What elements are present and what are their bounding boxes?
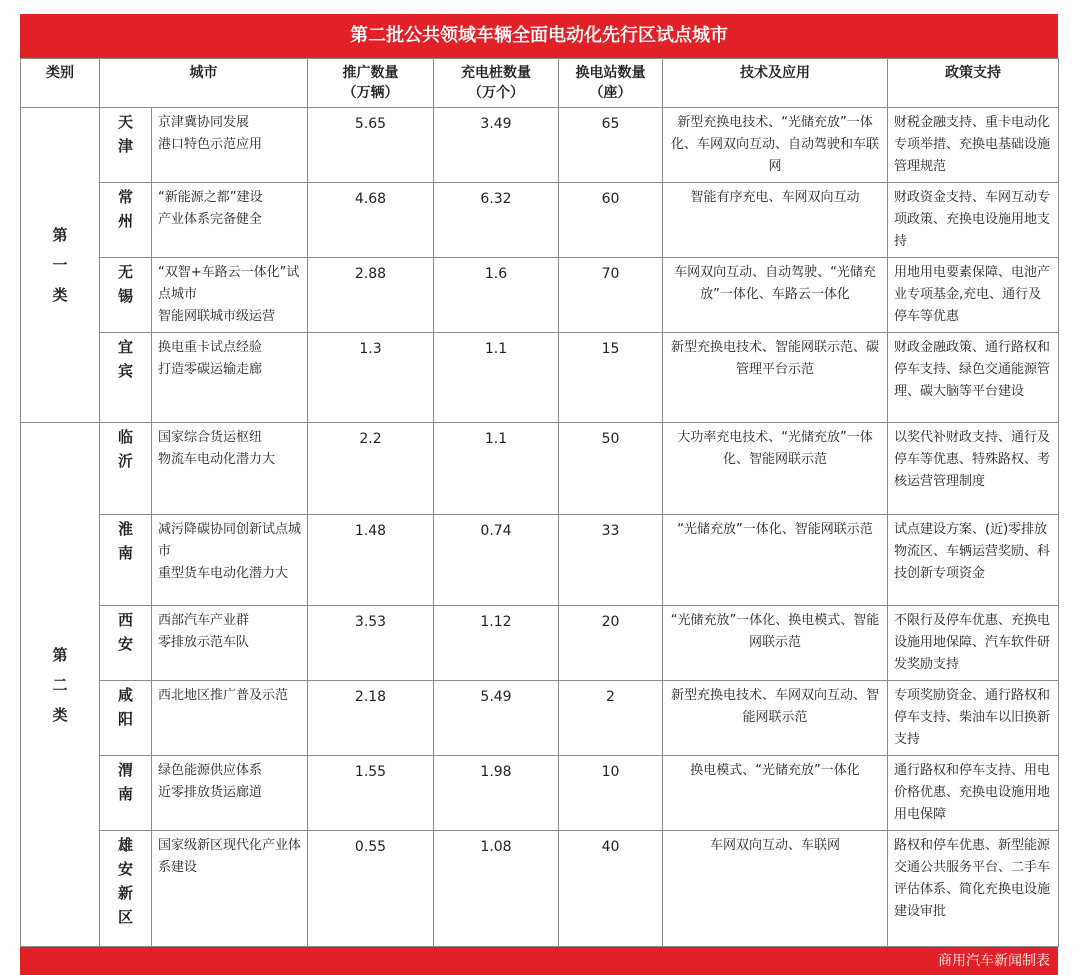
- header-charging: 充电桩数量 （万个）: [434, 59, 559, 108]
- city-description: “双智+车路云一体化”试点城市 智能网联城市级运营: [152, 258, 308, 333]
- policy-support: 不限行及停车优惠、充换电设施用地保障、汽车软件研发奖励支持: [888, 606, 1059, 681]
- table-row: [21, 606, 1059, 681]
- promotion-count: 2.18: [308, 681, 434, 756]
- header-tech: 技术及应用: [663, 59, 888, 108]
- promotion-count: 1.55: [308, 756, 434, 831]
- city-description: 西部汽车产业群 零排放示范车队: [152, 606, 308, 681]
- category-label: 第二类: [52, 645, 68, 724]
- city-description: 换电重卡试点经验 打造零碳运输走廊: [152, 333, 308, 423]
- swap-station-count: 15: [559, 333, 663, 423]
- table-row: [21, 756, 1059, 831]
- tech-application: “光储充放”一体化、换电模式、智能网联示范: [663, 606, 888, 681]
- charging-pile-count: 1.1: [434, 333, 559, 423]
- city-name: [100, 108, 152, 183]
- charging-pile-count: 1.08: [434, 831, 559, 947]
- city-name-text: 常州: [117, 188, 133, 230]
- table-row: [21, 423, 1059, 515]
- policy-support: 试点建设方案、(近)零排放物流区、车辆运营奖励、科技创新专项资金: [888, 515, 1059, 606]
- policy-support: 通行路权和停车支持、用电价格优惠、充换电设施用地用电保障: [888, 756, 1059, 831]
- policy-support: 财政金融政策、通行路权和停车支持、绿色交通能源管理、碳大脑等平台建设: [888, 333, 1059, 423]
- category-label: 第一类: [52, 226, 68, 304]
- category-second: [21, 423, 100, 947]
- category-first: [21, 108, 100, 423]
- charging-pile-count: 3.49: [434, 108, 559, 183]
- header-city: 城市: [100, 59, 308, 108]
- tech-application: 新型充换电技术、“光储充放”一体化、车网双向互动、自动驾驶和车联网: [663, 108, 888, 183]
- city-name-text: 西安: [117, 611, 133, 653]
- table-title: 第二批公共领域车辆全面电动化先行区试点城市: [20, 14, 1058, 58]
- city-name-text: 咸阳: [117, 686, 133, 728]
- table-container: [20, 14, 1058, 975]
- policy-support: 专项奖励资金、通行路权和停车支持、柴油车以旧换新支持: [888, 681, 1059, 756]
- swap-station-count: 20: [559, 606, 663, 681]
- policy-support: 以奖代补财政支持、通行及停车等优惠、特殊路权、考核运营管理制度: [888, 423, 1059, 515]
- policy-support: 用地用电要素保障、电池产业专项基金,充电、通行及停车等优惠: [888, 258, 1059, 333]
- city-name: [100, 423, 152, 515]
- promotion-count: 5.65: [308, 108, 434, 183]
- city-name: [100, 258, 152, 333]
- swap-station-count: 10: [559, 756, 663, 831]
- policy-support: 财税金融支持、重卡电动化专项举措、充换电基础设施管理规范: [888, 108, 1059, 183]
- promotion-count: 4.68: [308, 183, 434, 258]
- city-name: [100, 515, 152, 606]
- charging-pile-count: 0.74: [434, 515, 559, 606]
- table-footer-credit: 商用汽车新闻制表: [20, 947, 1058, 975]
- city-name: [100, 333, 152, 423]
- promotion-count: 2.2: [308, 423, 434, 515]
- city-description: 国家综合货运枢纽 物流车电动化潜力大: [152, 423, 308, 515]
- table-row: [21, 183, 1059, 258]
- city-description: 国家级新区现代化产业体系建设: [152, 831, 308, 947]
- header-category: 类别: [21, 59, 100, 108]
- charging-pile-count: 1.98: [434, 756, 559, 831]
- header-policy: 政策支持: [888, 59, 1059, 108]
- promotion-count: 1.3: [308, 333, 434, 423]
- charging-pile-count: 1.1: [434, 423, 559, 515]
- table-row: [21, 831, 1059, 947]
- promotion-count: 3.53: [308, 606, 434, 681]
- city-name-text: 宜宾: [117, 338, 133, 380]
- promotion-count: 0.55: [308, 831, 434, 947]
- header-swap: 换电站数量 （座）: [559, 59, 663, 108]
- city-name-text: 雄安新区: [117, 836, 133, 926]
- table-row: [21, 681, 1059, 756]
- swap-station-count: 65: [559, 108, 663, 183]
- city-name-text: 天津: [117, 113, 133, 155]
- swap-station-count: 33: [559, 515, 663, 606]
- city-name: [100, 606, 152, 681]
- table-row: [21, 515, 1059, 606]
- city-description: 绿色能源供应体系 近零排放货运廊道: [152, 756, 308, 831]
- policy-support: 财政资金支持、车网互动专项政策、充换电设施用地支持: [888, 183, 1059, 258]
- tech-application: 大功率充电技术、“光储充放”一体化、智能网联示范: [663, 423, 888, 515]
- city-name: [100, 183, 152, 258]
- policy-support: 路权和停车优惠、新型能源交通公共服务平台、二手车评估体系、简化充换电设施建设审批: [888, 831, 1059, 947]
- tech-application: 车网双向互动、车联网: [663, 831, 888, 947]
- swap-station-count: 40: [559, 831, 663, 947]
- tech-application: 新型充换电技术、智能网联示范、碳管理平台示范: [663, 333, 888, 423]
- tech-application: 换电模式、“光储充放”一体化: [663, 756, 888, 831]
- tech-application: “光储充放”一体化、智能网联示范: [663, 515, 888, 606]
- city-name: [100, 756, 152, 831]
- swap-station-count: 2: [559, 681, 663, 756]
- city-description: 京津冀协同发展 港口特色示范应用: [152, 108, 308, 183]
- swap-station-count: 50: [559, 423, 663, 515]
- city-name-text: 无锡: [117, 263, 133, 305]
- city-name-text: 临沂: [117, 428, 133, 470]
- table-row: [21, 258, 1059, 333]
- charging-pile-count: 1.12: [434, 606, 559, 681]
- city-name-text: 渭南: [117, 761, 133, 803]
- pilot-cities-table: [20, 58, 1059, 947]
- promotion-count: 2.88: [308, 258, 434, 333]
- charging-pile-count: 1.6: [434, 258, 559, 333]
- swap-station-count: 70: [559, 258, 663, 333]
- tech-application: 车网双向互动、自动驾驶、“光储充放”一体化、车路云一体化: [663, 258, 888, 333]
- city-name-text: 淮南: [117, 520, 133, 562]
- city-description: 西北地区推广普及示范: [152, 681, 308, 756]
- charging-pile-count: 5.49: [434, 681, 559, 756]
- promotion-count: 1.48: [308, 515, 434, 606]
- table-row: [21, 333, 1059, 423]
- header-promotion: 推广数量 （万辆）: [308, 59, 434, 108]
- table-row: [21, 108, 1059, 183]
- header-row: [21, 59, 1059, 108]
- city-description: 减污降碳协同创新试点城市 重型货车电动化潜力大: [152, 515, 308, 606]
- charging-pile-count: 6.32: [434, 183, 559, 258]
- city-name: [100, 831, 152, 947]
- swap-station-count: 60: [559, 183, 663, 258]
- tech-application: 智能有序充电、车网双向互动: [663, 183, 888, 258]
- city-name: [100, 681, 152, 756]
- tech-application: 新型充换电技术、车网双向互动、智能网联示范: [663, 681, 888, 756]
- city-description: “新能源之都”建设 产业体系完备健全: [152, 183, 308, 258]
